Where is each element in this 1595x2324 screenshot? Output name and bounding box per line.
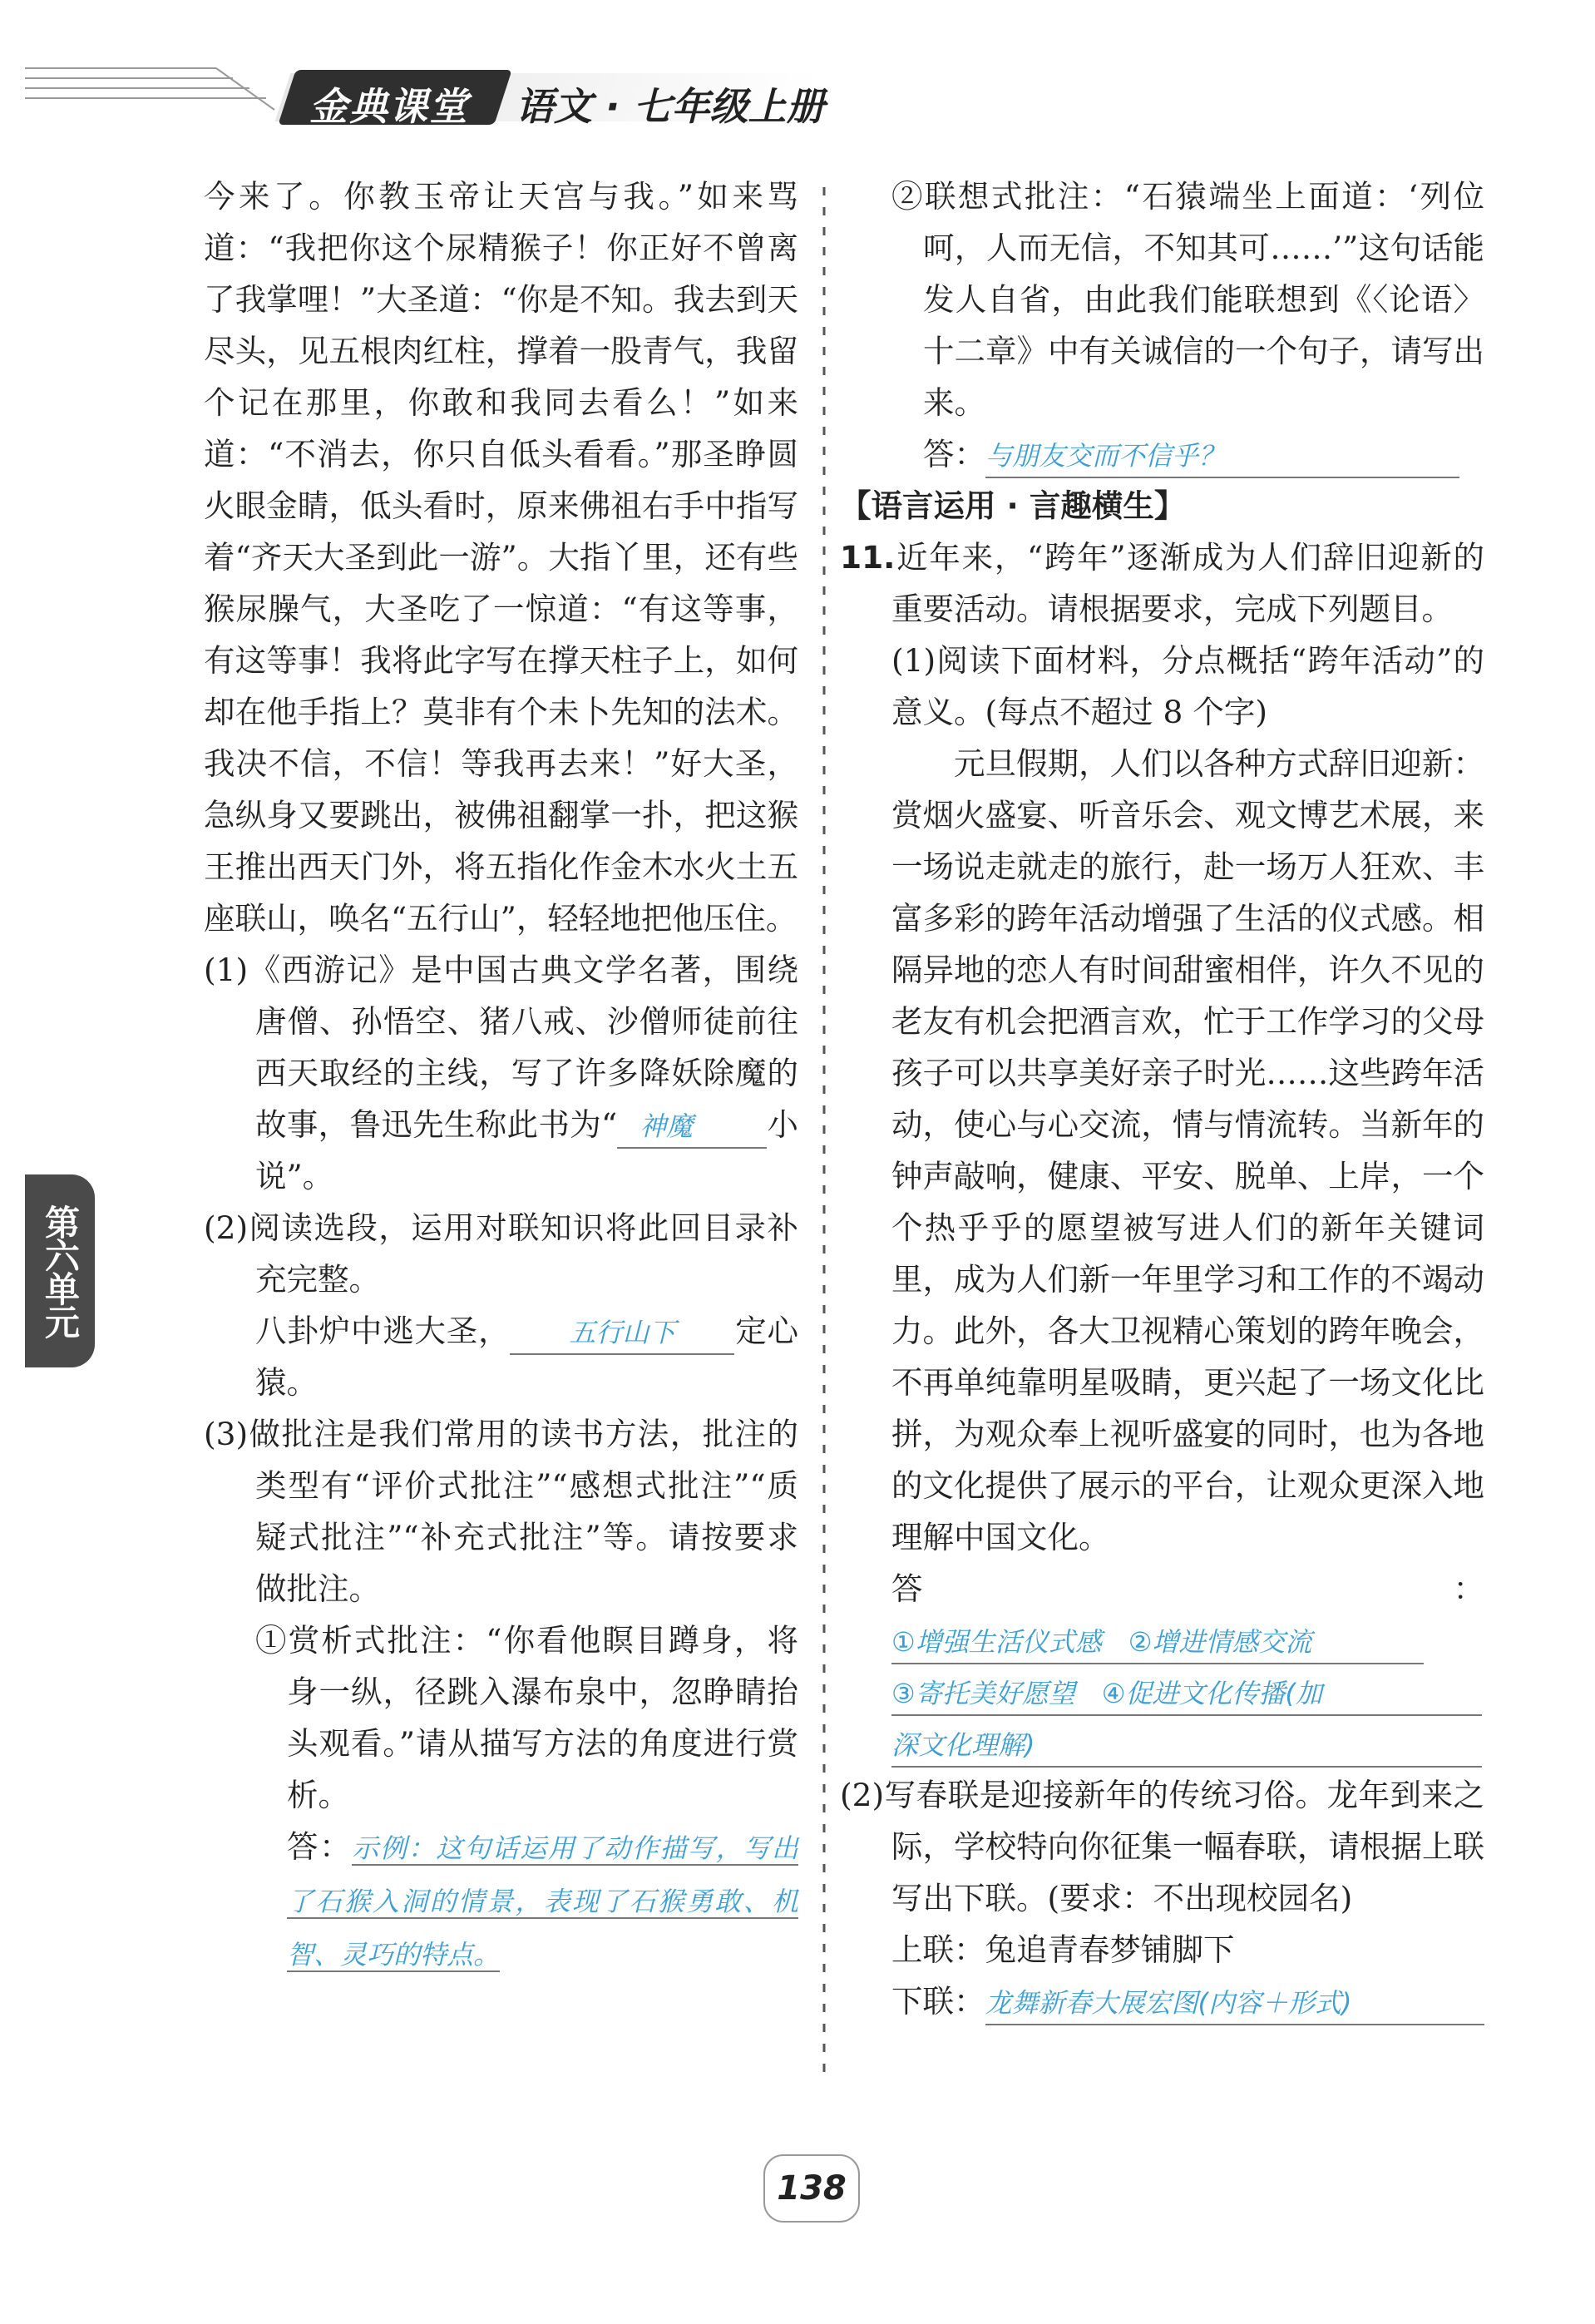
couplet-line: 八卦炉中逃大圣， 五行山下 定心猿。 xyxy=(255,1313,799,1401)
left-column xyxy=(204,171,798,1980)
subject-title: 语文 · 七年级上册 xyxy=(516,84,825,129)
brand-title: 金典课堂 xyxy=(309,84,469,129)
unit-tab: 第六单元 xyxy=(25,1174,95,1367)
answer-11-2: 龙舞新春大展宏图(内容＋形式) xyxy=(985,1982,1484,2025)
answer-11-1a: ①增强生活仪式感 ②增进情感交流 xyxy=(891,1621,1424,1664)
answer-11-1-line1: 答：①增强生活仪式感 ②增进情感交流 xyxy=(840,1563,1484,1666)
question-11: 11.近年来，“跨年”逐渐成为人们辞旧迎新的重要活动。请根据要求，完成下列题目。 xyxy=(840,539,1484,627)
question-11-sub1: (1)阅读下面材料，分点概括“跨年活动”的意义。(每点不超过 8 个字) xyxy=(891,642,1484,730)
answer-3-1-block: 答：示例：这句话运用了动作描写，写出了石猴入洞的情景，表现了石猴勇敢、机智、灵巧的特点。 xyxy=(287,1828,798,1970)
question-3: (3)做批注是我们常用的读书方法，批注的类型有“评价式批注”“感想式批注”“质疑式批注”“补充式批注”等。请按要求做批注。 xyxy=(204,1416,798,1607)
answer-11-1-line3 xyxy=(840,1718,1484,1769)
page-number: 138 xyxy=(763,2154,860,2223)
answer-3-2: 与朋友交而不信乎？ xyxy=(985,435,1459,478)
answer-1: 神魔 xyxy=(617,1105,767,1149)
question-11-sub2: (2)写春联是迎接新年的传统习俗。龙年到来之际，学校特向你征集一幅春联，请根据上联写出下联。(要求：不出现校园名) xyxy=(840,1777,1484,1916)
right-column xyxy=(840,171,1484,2027)
material-text: 元旦假期，人们以各种方式辞旧迎新：赏烟火盛宴、听音乐会、观文博艺术展，来一场说走就走的旅行，赴一场万人狂欢、丰富多彩的跨年活动增强了生活的仪式感。相隔异地的恋人有时间甜蜜相伴，许久不见的老友有机会把酒言欢，忙于工作学习的父母孩子可以共享美好亲子时光……这些跨年活动，使心与心交流，情与情流转。当新年的钟声敲响，健康、平安、脱单、上岸，一个个热乎乎的愿望被写进人们的新年关键词里，成为人们新一年里学习和工作的不竭动力。此外，各大卫视精心策划的跨年晚会，不再单纯靠明星吸睛，更兴起了一场文化比拼，为观众奉上视听盛宴的同时，也为各地的文化提供了展示的平台，让观众更深入地理解中国文化。 xyxy=(891,745,1484,1555)
answer-3-2-block: 答：与朋友交而不信乎？ xyxy=(840,428,1484,480)
column-divider xyxy=(819,187,829,2075)
question-3-sub1: ①赏析式批注：“你看他瞑目蹲身，将身一纵，径跳入瀑布泉中，忽睁睛抬头观看。”请从描写方法的角度进行赏析。 xyxy=(255,1622,798,1813)
question-1: (1)《西游记》是中国古典文学名著，围绕唐僧、孙悟空、猪八戒、沙僧师徒前往西天取经的主线，写了许多降妖除魔的故事，鲁迅先生称此书为“ 神魔 小说”。 xyxy=(204,952,799,1194)
question-3-sub2: ②联想式批注：“石猿端坐上面道：‘列位呵，人而无信，不知其可……’”这句话能发人自省，由此我们能联想到《〈论语〉十二章》中有关诚信的一个句子，请写出来。 xyxy=(891,178,1484,421)
passage-text: 今来了。你教玉帝让天宫与我。”如来骂道：“我把你这个尿精猴子！你正好不曾离了我掌哩！”大圣道：“你是不知。我去到天尽头，见五根肉红柱，撑着一股青气，我留个记在那里，你敢和我同去看么！”如来道：“不消去，你只自低头看看。”那圣睁圆火眼金睛，低头看时，原来佛祖右手中指写着“齐天大圣到此一游”。大指丫里，还有些猴尿臊气，大圣吃了一惊道：“有这等事，有这等事！我将此字写在撑天柱子上，如何却在他手指上？莫非有个未卜先知的法术。我决不信，不信！等我再去来！”好大圣，急纵身又要跳出，被佛祖翻掌一扑，把这猴王推出西天门外，将五指化作金木水火土五座联山，唤名“五行山”，轻轻地把他压住。 xyxy=(204,178,798,937)
lower-couplet: 下联：龙舞新春大展宏图(内容＋形式) xyxy=(840,1975,1484,2027)
answer-11-1c: 深文化理解) xyxy=(891,1724,1482,1768)
answer-3-1: 示例：这句话运用了动作描写，写出了石猴入洞的情景，表现了石猴勇敢、机智、灵巧的特点。 xyxy=(287,1832,798,1970)
header-decor-lines xyxy=(25,60,291,118)
answer-11-1b: ③寄托美好愿望 ④促进文化传播(加 xyxy=(891,1673,1482,1716)
section-title: 【语言运用 · 言趣横生】 xyxy=(840,487,1186,524)
answer-11-1-line2 xyxy=(840,1666,1484,1718)
question-2: (2)阅读选段，运用对联知识将此回目录补充完整。 xyxy=(204,1209,798,1298)
answer-2: 五行山下 xyxy=(510,1312,734,1355)
upper-couplet: 上联：兔追青春梦铺脚下 xyxy=(891,1931,1235,1968)
